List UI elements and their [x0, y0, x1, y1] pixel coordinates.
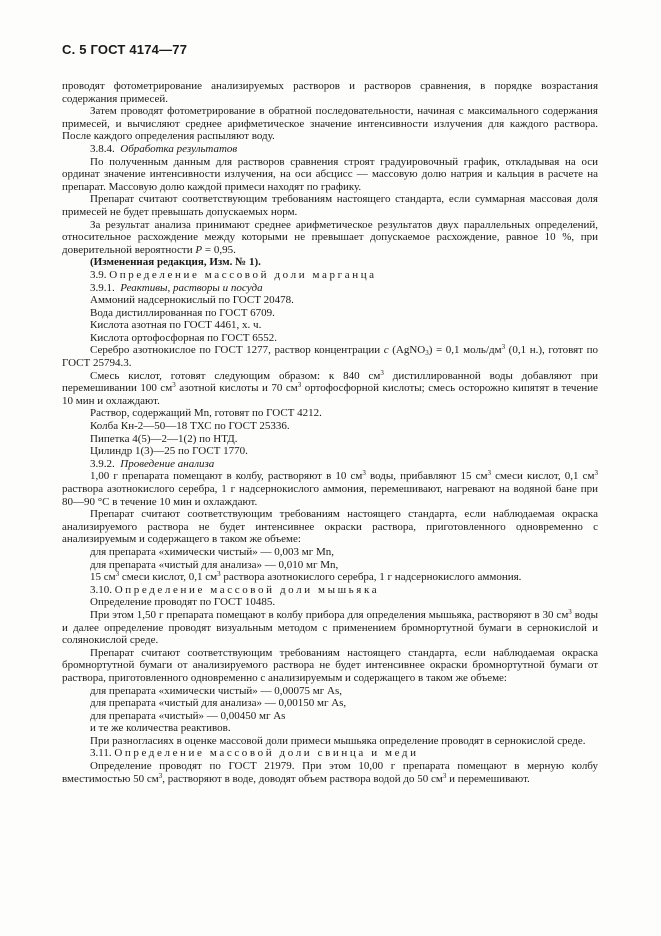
- limit-item: для препарата «чистый для анализа» — 0,010 мг Mn,: [90, 558, 339, 571]
- amendment-note: (Измененная редакция, Изм. № 1).: [90, 256, 261, 269]
- limit-item: для препарата «химически чистый» — 0,003 мг Mn,: [90, 545, 335, 558]
- section-3-8-4-heading: 3.8.4. Обработка результатов: [90, 142, 238, 155]
- page-header: С. 5 ГОСТ 4174—77: [62, 42, 188, 57]
- limit-item: и те же количества реактивов.: [90, 722, 231, 735]
- reagent-item: Вода дистиллированная по ГОСТ 6709.: [90, 306, 275, 319]
- limit-item: для препарата «химически чистый» — 0,00075 мг As,: [90, 684, 342, 697]
- section-3-9-1-heading: 3.9.1. Реактивы, растворы и посуда: [90, 281, 263, 294]
- paragraph: 1,00 г препарата помещают в колбу, растворяют в 10 $см^3$ воды, прибавляют 15 $см^3$ смеси кислот, 0,1 $см^3$ раствора азотнокислого серебра, 1 г надсернокислого аммония, перемешивают, нагревают на водяной бане при 80—90 °С в течение 10 мин и охлаждают.: [62, 469, 598, 508]
- paragraph: Определение проводят по ГОСТ 10485.: [90, 596, 276, 609]
- limit-item: 15 $см^3$ смеси кислот, 0,1 $см^3$ раствора азотнокислого серебра, 1 г надсернокислого аммония.: [90, 570, 522, 584]
- page-content: [62, 80, 598, 785]
- reagent-item: Раствор, содержащий Mn, готовят по ГОСТ 4212.: [90, 407, 322, 420]
- section-3-9-2-heading: 3.9.2. Проведение анализа: [90, 457, 215, 470]
- paragraph: Препарат считают соответствующим требованиям настоящего стандарта, если наблюдаемая окраска бромнортутной бумаги от анализируемого раствора не будет интенсивнее окраски бромнортутной бумаги от раствора, приготовленного одновременно с анализируемым и содержащего в таком же объеме:: [62, 646, 598, 684]
- acid-mixture-paragraph: Смесь кислот, готовят следующим образом: к 840 $см^3$ дистиллированной воды добавляют при перемешивании 100 $см^3$ азотной кислоты и 70 $см^3$ ортофосфорной кислоты; смесь осторожно кипятят в течение 10 мин и охлаждают.: [62, 368, 598, 407]
- reagent-item: Колба Кн-2—50—18 ТХС по ГОСТ 25336.: [90, 420, 290, 433]
- reagent-item: Аммоний надсернокислый по ГОСТ 20478.: [90, 294, 294, 307]
- reagent-item: Серебро азотнокислое по ГОСТ 1277, раствор концентрации c (AgNO$_3$) = 0,1 моль/$дм^3$ (0,1 н.), готовят по ГОСТ 25794.3.: [62, 343, 598, 370]
- paragraph: Определение проводят по ГОСТ 21979. При этом 10,00 г препарата помещают в мерную колбу вместимостью 50 $см^3$, растворяют в воде, доводят объем раствора водой до 50 $см^3$ и перемешивают.: [62, 760, 598, 785]
- limit-item: для препарата «чистый» — 0,00450 мг As: [90, 709, 286, 722]
- reagent-item: Пипетка 4(5)—2—1(2) по НТД.: [90, 432, 238, 445]
- paragraph: При разногласиях в оценке массовой доли примеси мышьяка определение проводят в сернокислой среде.: [90, 734, 586, 747]
- reagent-item: Цилиндр 1(3)—25 по ГОСТ 1770.: [90, 445, 248, 458]
- paragraph: При этом 1,50 г препарата помещают в колбу прибора для определения мышьяка, растворяют в 30 $см^3$ воды и далее определение проводят визуальным методом с применением бромнортутной бумаги в сернокислой и солянокислой среде.: [62, 607, 598, 647]
- paragraph: проводят фотометрирование анализируемых растворов и растворов сравнения, в порядке возрастания содержания примесей.: [62, 80, 598, 105]
- reagent-item: Кислота ортофосфорная по ГОСТ 6552.: [90, 331, 278, 344]
- limit-item: для препарата «чистый для анализа» — 0,00150 мг As,: [90, 697, 347, 710]
- paragraph: Препарат считают соответствующим требованиям настоящего стандарта, если суммарная массовая доля примесей не будет превышать допускаемых норм.: [62, 193, 598, 218]
- paragraph: За результат анализа принимают среднее арифметическое результатов двух параллельных определений, относительное расхождение между которыми не превышает допускаемое расхождение, равное 10 %, при доверительной вероятности P = 0,95.: [62, 218, 598, 256]
- reagent-item: Кислота азотная по ГОСТ 4461, х. ч.: [90, 319, 262, 332]
- paragraph: Затем проводят фотометрирование в обратной последовательности, начиная с максимального содержания примесей, и вычисляют среднее арифметическое значение интенсивности излучения для каждого раствора. После каждого определения распыляют воду.: [62, 105, 598, 143]
- section-3-10-heading: 3.10. Определение массовой доли мышьяка: [90, 583, 380, 596]
- paragraph: Препарат считают соответствующим требованиям настоящего стандарта, если наблюдаемая окраска анализируемого раствора не будет интенсивнее окраски раствора, приготовленного одновременно с анализируемым и содержащего в таком же объеме:: [62, 508, 598, 546]
- paragraph: По полученным данным для растворов сравнения строят градуировочный график, откладывая на оси ординат значение интенсивности излучения, на оси абсцисс — массовую долю натрия и кальция в расчете на препарат. Массовую долю каждой примеси находят по графику.: [62, 155, 598, 193]
- section-3-11-heading: 3.11. Определение массовой доли свинца и меди: [90, 747, 419, 760]
- section-3-9-heading: 3.9. Определение массовой доли марганца: [90, 268, 377, 281]
